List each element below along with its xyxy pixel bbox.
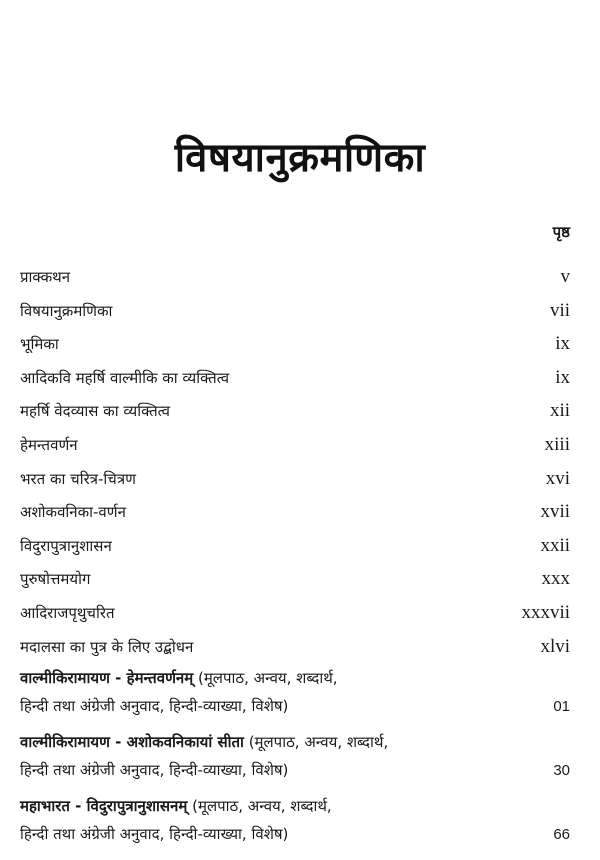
toc-entry-page: ix	[555, 333, 570, 355]
toc-entry	[20, 568, 570, 602]
toc-entry-label: विदुरापुत्रानुशासन	[20, 536, 112, 555]
toc-text-entry-detail: (मूलपाठ, अन्वय, शब्दार्थ,	[193, 669, 338, 687]
toc-entry-page: v	[560, 266, 570, 287]
toc-entry	[20, 266, 570, 300]
toc-entry-label: भूमिका	[20, 335, 59, 354]
toc-entry	[20, 333, 570, 367]
toc-entry-page: xii	[549, 400, 570, 422]
toc-entry-page: xlvi	[540, 635, 570, 657]
toc-text-entry-detail: (मूलपाठ, अन्वय, शब्दार्थ,	[243, 733, 389, 751]
toc-text-entry-detail-cont: हिन्दी तथा अंग्रेजी अनुवाद, हिन्दी-व्याख्या, विशेष)	[20, 761, 289, 779]
toc-entry-page: xxii	[540, 534, 570, 556]
toc-entry-label: आदिकवि महर्षि वाल्मीकि का व्यक्तित्व	[20, 368, 230, 387]
toc-text-entry	[20, 668, 570, 724]
toc-entry-page: 30	[553, 762, 570, 779]
toc-entry-page: xvii	[540, 501, 570, 523]
page-column-header: पृष्ठ	[552, 223, 570, 241]
toc-entry-label: हेमन्तवर्णन	[20, 435, 78, 454]
toc-text-entry-detail: (मूलपाठ, अन्वय, शब्दार्थ,	[187, 797, 332, 815]
toc-entry-label: मदालसा का पुत्र के लिए उद्बोधन	[20, 637, 194, 656]
toc-entry-page: vii	[549, 299, 570, 321]
toc-entry-label: भरत का चरित्र-चित्रण	[20, 469, 136, 488]
toc-entry-label: प्राक्कथन	[20, 268, 71, 286]
toc-entry	[20, 602, 570, 636]
toc-text-entries	[20, 668, 570, 860]
toc-text-entry-line1	[20, 732, 570, 760]
toc-entry-label: पुरुषोत्तमयोग	[20, 570, 91, 589]
toc-text-entry-line2	[20, 760, 570, 788]
toc-entry-page: 01	[553, 698, 570, 715]
toc-text-entry-line2	[20, 824, 570, 852]
toc-entry-page: xxxvii	[521, 601, 570, 623]
toc-text-entry	[20, 732, 570, 788]
toc-entry-page: ix	[555, 366, 570, 388]
toc-entry-page: 66	[553, 826, 570, 843]
toc-entry-page: xxx	[541, 568, 570, 590]
toc-entry	[20, 501, 570, 535]
toc-text-entry-heading: महाभारत - विदुरापुत्रानुशासनम्	[20, 797, 188, 815]
toc-text-entry	[20, 796, 570, 852]
toc-entry	[20, 434, 570, 468]
toc-text-entry-detail-cont: हिन्दी तथा अंग्रेजी अनुवाद, हिन्दी-व्याख्या, विशेष)	[20, 697, 289, 715]
toc-entry-label: महर्षि वेदव्यास का व्यक्तित्व	[20, 402, 170, 421]
toc-entry-label: अशोकवनिका-वर्णन	[20, 503, 126, 522]
toc-entry	[20, 400, 570, 434]
toc-entry	[20, 367, 570, 401]
toc-text-entry-line1	[20, 668, 570, 696]
toc-text-entry-heading: वाल्मीकिरामायण - अशोकवनिकायां सीता	[20, 733, 244, 751]
toc-entry-page: xiii	[544, 433, 570, 455]
toc-entry	[20, 535, 570, 569]
toc-text-entry-detail-cont: हिन्दी तथा अंग्रेजी अनुवाद, हिन्दी-व्याख्या, विशेष)	[20, 825, 289, 843]
toc-entry-page: xvi	[545, 467, 570, 489]
toc-entry-label: आदिराजपृथुचरित	[20, 603, 115, 622]
toc-entry	[20, 636, 570, 670]
toc-text-entry-line1	[20, 796, 570, 824]
page-title: विषयानुक्रमणिका	[174, 135, 426, 181]
toc-entry-label: विषयानुक्रमणिका	[20, 301, 113, 320]
toc-entry	[20, 300, 570, 334]
toc-text-entry-line2	[20, 696, 570, 724]
toc-list	[20, 266, 570, 669]
toc-text-entry-heading: वाल्मीकिरामायण - हेमन्तवर्णनम्	[20, 669, 194, 687]
toc-entry	[20, 468, 570, 502]
